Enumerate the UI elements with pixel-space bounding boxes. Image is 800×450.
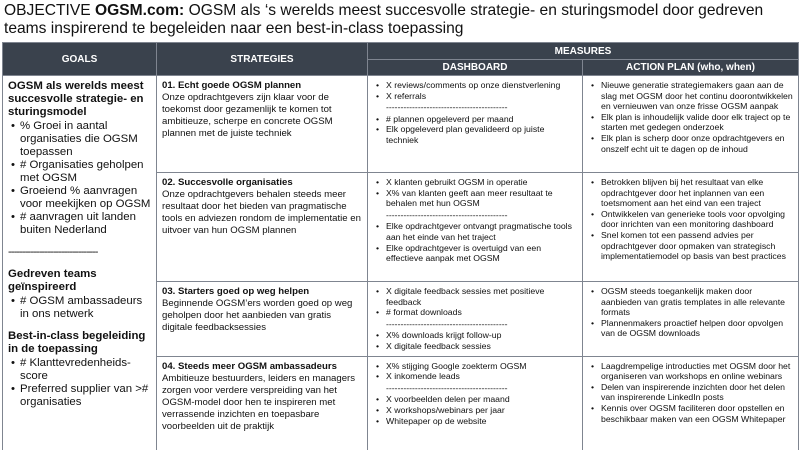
- dashboard-item: • # format downloads: [372, 307, 578, 318]
- dashboard-cell-2: [368, 173, 583, 282]
- action-plan-cell-2: [583, 173, 799, 282]
- dashboard-item: • X% downloads krijgt follow-up: [372, 330, 578, 341]
- goal-1-item: • # Organisaties geholpen met OGSM: [8, 159, 151, 185]
- action-plan-cell-1: [583, 76, 799, 173]
- action-plan-item: • Snel komen tot een passend advies per opdrachtgever door opmaken van strategisch implementatiemodel op basis van best practices: [587, 230, 794, 262]
- strategy-text: Beginnende OGSM’ers worden goed op weg geholpen door het aanbieden van gratis digitale feedbacksessies: [162, 298, 353, 333]
- title-brand: OGSM.com:: [94, 2, 185, 19]
- goal-2: [8, 268, 151, 321]
- dashboard-item: • X referrals: [372, 91, 578, 102]
- page-title: [4, 2, 796, 38]
- dashboard-item: • Elke opdrachtgever ontvangt pragmatische tools aan het einde van het traject: [372, 221, 578, 242]
- action-plan-item: • Kennis over OGSM faciliteren door opstellen en beschikbaar maken van een OGSM Whitepaper: [587, 403, 794, 424]
- action-plan-item: • Delen van inspirerende inzichten door het delen van inspirerende LinkedIn posts: [587, 382, 794, 403]
- goal-3-title: Best-in-class begeleiding in de toepassing: [8, 330, 146, 355]
- goals-header: GOALS: [3, 43, 157, 76]
- dashboard-item: • X workshops/webinars per jaar: [372, 405, 578, 416]
- action-plan-header: ACTION PLAN (who, when): [583, 60, 799, 76]
- strategy-title: 02. Succesvolle organisaties: [162, 177, 293, 188]
- title-prefix: OBJECTIVE: [4, 2, 95, 19]
- dashboard-separator: ------------------------------------------: [386, 102, 508, 113]
- dashboard-item: • X% van klanten geeft aan meer resultaat te behalen met hun OGSM: [372, 188, 578, 209]
- dashboard-item: • X reviews/comments op onze dienstverlening: [372, 80, 578, 91]
- goal-2-item: • # OGSM ambassadeurs in ons netwerk: [8, 295, 151, 321]
- strategy-text: Onze opdrachtgevers zijn klaar voor de toekomst door gezamenlijk te komen tot ambitieuze, scherpe en concrete OGSM plannen met de juiste techniek: [162, 92, 333, 139]
- strategy-cell-3: [157, 282, 368, 357]
- dashboard-item: • # plannen opgeleverd per maand: [372, 114, 578, 125]
- dashboard-item: • X inkomende leads: [372, 371, 578, 382]
- dashboard-item: • X digitale feedback sessies: [372, 341, 578, 352]
- strategy-cell-4: [157, 356, 368, 450]
- dashboard-item: • Whitepaper op de website: [372, 416, 578, 427]
- dashboard-item: • X klanten gebruikt OGSM in operatie: [372, 177, 578, 188]
- dashboard-item: • Elke opdrachtgever is overtuigd van een effectieve aanpak met OGSM: [372, 243, 578, 264]
- action-plan-item: • Elk plan is inhoudelijk valide door elk traject op te starten met gedegen onderzoek: [587, 112, 794, 133]
- goal-3-item: • Preferred supplier van ># organisaties: [8, 383, 151, 409]
- goal-1-item: • # aanvragen uit landen buiten Nederland: [8, 211, 151, 237]
- action-plan-item: • Ontwikkelen van generieke tools voor opvolging door inrichten van een monitoring dashboard: [587, 209, 794, 230]
- dashboard-separator: ------------------------------------------: [386, 209, 508, 220]
- goals-cell: [3, 76, 157, 450]
- goal-3-item: • # Klanttevredenheids-score: [8, 357, 151, 383]
- dashboard-cell-3: [368, 282, 583, 357]
- strategy-title: 03. Starters goed op weg helpen: [162, 286, 310, 297]
- dashboard-separator: ------------------------------------------: [386, 318, 508, 329]
- strategy-text: Ambitieuze bestuurders, leiders en managers zorgen voor verdere verspreiding van het OGSM-model door hen te inspireren met verrassende inzichten en toepasbare voorbeelden uit de praktijk: [162, 372, 356, 432]
- strategy-title: 01. Echt goede OGSM plannen: [162, 80, 302, 91]
- action-plan-cell-3: [583, 282, 799, 357]
- dashboard-item: • Elk opgeleverd plan gevalideerd op juiste techniek: [372, 124, 578, 145]
- strategies-header: STRATEGIES: [157, 43, 368, 76]
- goal-3: [8, 330, 151, 409]
- dashboard-item: • X voorbeelden delen per maand: [372, 394, 578, 405]
- dashboard-header: DASHBOARD: [368, 60, 583, 76]
- goals-separator: --------------------------------: [8, 246, 98, 258]
- goal-1: [8, 80, 151, 237]
- measures-header: MEASURES: [368, 43, 799, 60]
- action-plan-item: • Betrokken blijven bij het resultaat van elke opdrachtgever door het inplannen van een toetsmoment aan het eind van een traject: [587, 177, 794, 209]
- action-plan-item: • OGSM steeds toegankelijk maken door aanbieden van gratis templates in alle relevante formats: [587, 286, 794, 318]
- action-plan-item: • Elk plan is scherp door onze opdrachtgevers en onszelf echt uit te dagen op de inhoud: [587, 133, 794, 154]
- action-plan-cell-4: [583, 356, 799, 450]
- dashboard-item: • X% stijging Google zoekterm OGSM: [372, 361, 578, 372]
- strategy-title: 04. Steeds meer OGSM ambassadeurs: [162, 360, 337, 372]
- title-text: OGSM als ‘s werelds meest succesvolle strategie- en sturingsmodel door gedreven teams inspirerend te begeleiden naar een best-in-class toepassing: [4, 2, 764, 37]
- goal-1-item: • Groeiend % aanvragen voor meekijken op OGSM: [8, 185, 151, 211]
- action-plan-item: • Plannenmakers proactief helpen door opvolgen van de OGSM downloads: [587, 318, 794, 339]
- goal-1-item: • % Groei in aantal organisaties die OGSM toepassen: [8, 120, 151, 159]
- goal-1-title: OGSM als werelds meest succesvolle strategie- en sturingsmodel: [8, 80, 144, 118]
- dashboard-item: • X digitale feedback sessies met positieve feedback: [372, 286, 578, 307]
- strategy-cell-1: [157, 76, 368, 173]
- dashboard-cell-1: [368, 76, 583, 173]
- dashboard-separator: ------------------------------------------: [386, 382, 508, 393]
- action-plan-item: • Laagdrempelige introducties met OGSM door het organiseren van workshops en online webinars: [587, 361, 794, 382]
- action-plan-item: • Nieuwe generatie strategiemakers gaan aan de slag met OGSM door het continu doorontwikkelen en vernieuwen van onze frisse OGSM aanpak: [587, 80, 794, 112]
- strategy-cell-2: [157, 173, 368, 282]
- strategy-text: Onze opdrachtgevers behalen steeds meer resultaat door het bieden van pragmatische tools en adviezen rondom de implementatie en uitvoer van hun OGSM plannen: [162, 189, 361, 236]
- ogsm-table: [2, 42, 799, 450]
- goal-2-title: Gedreven teams geïnspireerd: [8, 268, 97, 293]
- dashboard-cell-4: [368, 356, 583, 450]
